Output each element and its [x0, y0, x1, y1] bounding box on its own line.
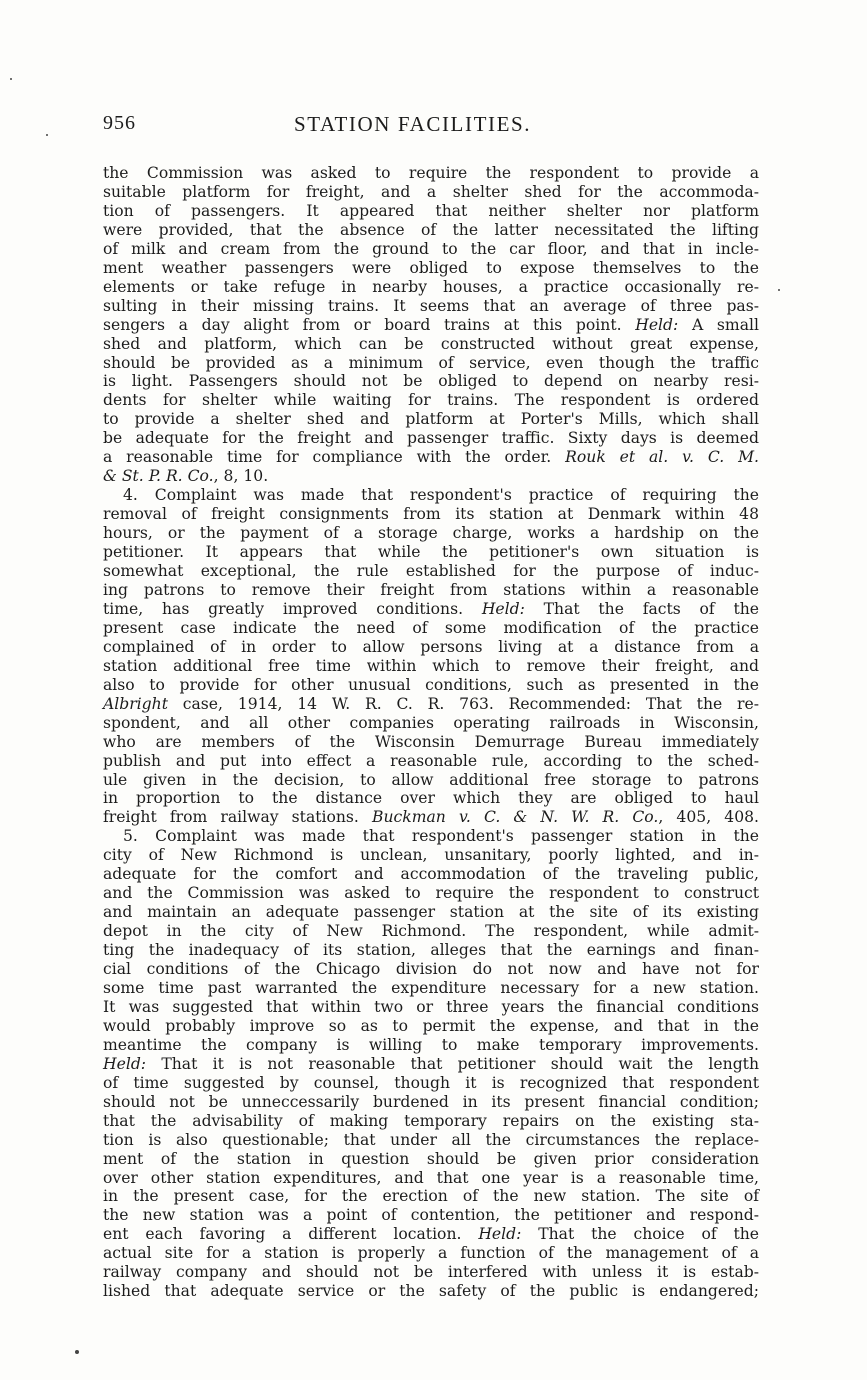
text-line: tion is also questionable; that under all the circumstances the replace-	[103, 1130, 759, 1149]
text-line: and the Commission was asked to require the respondent to construct	[103, 884, 759, 903]
text-line: cial conditions of the Chicago division do not now and have not for	[103, 960, 759, 979]
italic-citation: Held:	[481, 599, 525, 618]
text-line: were provided, that the absence of the latter necessitated the lifting	[103, 220, 759, 239]
text-line: ule given in the decision, to allow additional free storage to patrons	[103, 770, 759, 789]
text-line: elements or take refuge in nearby houses, a practice occasionally re-	[103, 277, 759, 296]
text-segment: case, 1914, 14 W. R. C. R. 763. Recommended: That the re-	[167, 694, 759, 713]
text-line: actual site for a station is properly a function of the management of a	[103, 1244, 759, 1263]
italic-citation: Buckman v. C. & N. W. R. Co.	[372, 808, 659, 827]
text-line: be adequate for the freight and passenger traffic. Sixty days is deemed	[103, 429, 759, 448]
text-line: the Commission was asked to require the respondent to provide a	[103, 164, 759, 182]
text-line	[103, 316, 759, 335]
text-line: the new station was a point of contention, the petitioner and respond-	[103, 1206, 759, 1225]
text-line: city of New Richmond is unclean, unsanitary, poorly lighted, and in-	[103, 846, 759, 865]
text-line: 5. Complaint was made that respondent's passenger station in the	[123, 827, 759, 846]
text-line: adequate for the comfort and accommodation of the traveling public,	[103, 865, 759, 884]
text-line: present case indicate the need of some modification of the practice	[103, 618, 759, 637]
text-line: petitioner. It appears that while the petitioner's own situation is	[103, 543, 759, 562]
text-line	[103, 1055, 759, 1074]
text-segment: freight from railway stations.	[103, 808, 373, 827]
text-line: station additional free time within which to remove their freight, and	[103, 656, 759, 675]
italic-citation: Held:	[103, 1054, 147, 1073]
italic-citation: Held:	[635, 315, 679, 334]
paper-speck	[778, 289, 780, 291]
text-segment: , 405, 408.	[658, 808, 759, 827]
text-line: over other station expenditures, and that one year is a reasonable time,	[103, 1168, 759, 1187]
text-line: complained of in order to allow persons living at a distance from a	[103, 637, 759, 656]
text-line: lished that adequate service or the safety of the public is endangered;	[103, 1282, 759, 1301]
text-line: shed and platform, which can be constructed without great expense,	[103, 334, 759, 353]
text-line	[103, 808, 759, 827]
body-text	[103, 164, 759, 1301]
text-line: should be provided as a minimum of service, even though the traffic	[103, 353, 759, 372]
text-line: 4. Complaint was made that respondent's practice of requiring the	[123, 486, 759, 505]
text-segment: That the facts of the	[524, 599, 759, 618]
text-line: and maintain an adequate passenger station at the site of its existing	[103, 903, 759, 922]
text-line	[103, 600, 759, 619]
text-line: that the advisability of making temporary repairs on the existing sta-	[103, 1111, 759, 1130]
text-line: railway company and should not be interfered with unless it is estab-	[103, 1263, 759, 1282]
text-line: in the present case, for the erection of the new station. The site of	[103, 1187, 759, 1206]
text-line: sulting in their missing trains. It seems that an average of three pas-	[103, 296, 759, 315]
text-line: It was suggested that within two or three years the financial conditions	[103, 997, 759, 1016]
text-line: publish and put into effect a reasonable rule, according to the sched-	[103, 751, 759, 770]
text-line: somewhat exceptional, the rule established for the purpose of induc-	[103, 562, 759, 581]
text-line: meantime the company is willing to make temporary improvements.	[103, 1035, 759, 1054]
text-segment: , 8, 10.	[213, 467, 269, 486]
text-line: tion of passengers. It appeared that neither shelter nor platform	[103, 201, 759, 220]
paper-speck	[46, 134, 48, 136]
text-line: to provide a shelter shed and platform at Porter's Mills, which shall	[103, 410, 759, 429]
text-segment: ent each favoring a different location.	[103, 1225, 479, 1244]
text-line: also to provide for other unusual conditions, such as presented in the	[103, 675, 759, 694]
text-line: ting the inadequacy of its station, alleges that the earnings and finan-	[103, 941, 759, 960]
text-line	[103, 695, 759, 714]
text-line: hours, or the payment of a storage charge, works a hardship on the	[103, 524, 759, 543]
text-line: of milk and cream from the ground to the car floor, and that in incle-	[103, 239, 759, 258]
text-line: removal of freight consignments from its station at Denmark within 48	[103, 505, 759, 524]
text-line	[103, 467, 759, 486]
text-line: should not be unneccessarily burdened in its present financial condition;	[103, 1092, 759, 1111]
text-segment: That the choice of the	[521, 1225, 759, 1244]
running-head: STATION FACILITIES.	[294, 112, 532, 136]
text-line: is light. Passengers should not be obliged to depend on nearby resi-	[103, 372, 759, 391]
text-line: ment weather passengers were obliged to expose themselves to the	[103, 258, 759, 277]
text-segment: A small	[678, 315, 759, 334]
text-line: who are members of the Wisconsin Demurrage Bureau immediately	[103, 732, 759, 751]
text-line: of time suggested by counsel, though it is recognized that respondent	[103, 1073, 759, 1092]
text-line: suitable platform for freight, and a shelter shed for the accommoda-	[103, 182, 759, 201]
text-line: ing patrons to remove their freight from stations within a reasonable	[103, 580, 759, 599]
italic-citation: Albright	[103, 694, 168, 713]
italic-citation: & St. P. R. Co.	[103, 467, 214, 486]
italic-citation: Held:	[478, 1225, 522, 1244]
text-segment: That it is not reasonable that petitioner should wait the length	[146, 1054, 759, 1073]
text-segment: time, has greatly improved conditions.	[103, 599, 482, 618]
text-line: in proportion to the distance over which they are obliged to haul	[103, 789, 759, 808]
text-line: ment of the station in question should be given prior consideration	[103, 1149, 759, 1168]
text-line	[103, 448, 759, 467]
paper-speck	[75, 1350, 79, 1354]
text-line: spondent, and all other companies operating railroads in Wisconsin,	[103, 713, 759, 732]
text-line: depot in the city of New Richmond. The respondent, while admit-	[103, 922, 759, 941]
paper-speck	[10, 78, 12, 80]
text-line: would probably improve so as to permit the expense, and that in the	[103, 1016, 759, 1035]
text-segment: a reasonable time for compliance with the order.	[103, 448, 566, 467]
text-segment: sengers a day alight from or board trains at this point.	[103, 315, 636, 334]
text-line: dents for shelter while waiting for trains. The respondent is ordered	[103, 391, 759, 410]
text-line	[103, 1225, 759, 1244]
text-line: some time past warranted the expenditure necessary for a new station.	[103, 978, 759, 997]
page-number: 956	[103, 112, 136, 134]
italic-citation: Rouk et al. v. C. M.	[565, 448, 760, 467]
